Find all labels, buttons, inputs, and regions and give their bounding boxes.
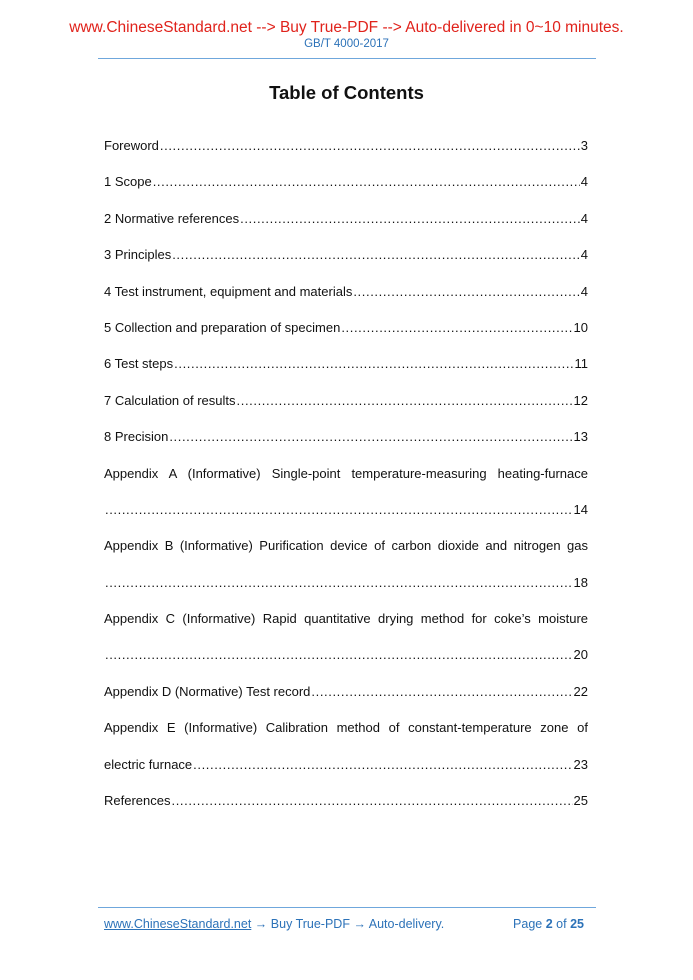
toc-entry-appendix-b-continuation[interactable] [104, 571, 588, 607]
page-word: Page [513, 917, 543, 931]
header-rule [98, 58, 596, 59]
toc-entry-label: 6 Test steps [104, 356, 174, 372]
toc-entry-principles[interactable] [104, 243, 588, 279]
dot-leader [240, 207, 580, 231]
toc-entry-label: 4 Test instrument, equipment and materials [104, 283, 353, 299]
toc-entry-label: Appendix D (Normative) Test record [104, 683, 311, 699]
toc-entry-appendix-a-continuation[interactable] [104, 498, 588, 534]
dot-leader [311, 680, 572, 704]
toc-entry-appendix-c[interactable]: Appendix C (Informative) Rapid quantitative drying method for coke’s moisture [104, 611, 588, 627]
toc-entry-label: References [104, 793, 171, 809]
of-word: of [556, 917, 567, 931]
dot-leader [172, 243, 580, 267]
toc-entry-page: 11 [574, 356, 588, 372]
toc-entry-appendix-e-continuation[interactable] [104, 753, 588, 789]
toc-entry-references[interactable] [104, 789, 588, 825]
toc-entry-page: 12 [573, 392, 588, 408]
footer-rule [98, 907, 596, 908]
toc-entry-test-steps[interactable] [104, 352, 588, 388]
toc-entry-calculation[interactable] [104, 389, 588, 425]
dot-leader [341, 316, 572, 340]
toc-entry-label: 8 Precision [104, 429, 169, 445]
toc-entry-label: 1 Scope [104, 174, 152, 190]
toc-entry-label: electric furnace [104, 756, 193, 772]
table-of-contents [104, 134, 588, 825]
toc-entry-appendix-d[interactable] [104, 680, 588, 716]
dot-leader [105, 498, 573, 522]
toc-entry-appendix-b[interactable]: Appendix B (Informative) Purification device of carbon dioxide and nitrogen gas [104, 538, 588, 554]
dot-leader [237, 389, 573, 413]
dot-leader [105, 643, 573, 667]
dot-leader [153, 170, 580, 194]
toc-entry-appendix-c-continuation[interactable] [104, 643, 588, 679]
page-title: Table of Contents [269, 82, 424, 103]
footer-purchase-links [104, 916, 444, 932]
purchase-banner[interactable]: www.ChineseStandard.net --> Buy True-PDF --> Auto-delivered in 0~10 minutes. [69, 19, 624, 36]
toc-entry-page: 25 [573, 793, 588, 809]
footer-site-link[interactable]: www.ChineseStandard.net [104, 917, 252, 931]
toc-entry-page: 3 [580, 138, 588, 153]
toc-entry-scope[interactable] [104, 170, 588, 206]
toc-entry-page: 18 [573, 574, 588, 590]
footer-delivery-text: Auto-delivery. [368, 917, 445, 931]
dot-leader [171, 789, 572, 813]
page-current: 2 [545, 917, 553, 931]
dot-leader [174, 352, 573, 376]
toc-entry-label: 7 Calculation of results [104, 392, 236, 408]
dot-leader [193, 753, 572, 777]
toc-entry-page: 4 [580, 283, 588, 299]
dot-leader [105, 571, 573, 595]
toc-entry-normative-references[interactable] [104, 207, 588, 243]
toc-entry-appendix-a[interactable]: Appendix A (Informative) Single-point temperature-measuring heating-furnace [104, 465, 588, 481]
toc-entry-page: 23 [573, 756, 588, 772]
toc-entry-label: 3 Principles [104, 247, 172, 263]
toc-entry-label: Foreword [104, 138, 159, 153]
toc-entry-page: 10 [573, 319, 588, 335]
toc-entry-page: 22 [573, 683, 588, 699]
toc-entry-test-instrument[interactable] [104, 280, 588, 316]
toc-entry-page: 20 [573, 647, 588, 663]
dot-leader [169, 425, 572, 449]
page-total: 25 [570, 917, 584, 931]
toc-entry-page: 4 [580, 210, 588, 226]
page-indicator [513, 916, 584, 932]
arrow-right-icon: → [254, 917, 268, 931]
toc-entry-appendix-e[interactable]: Appendix E (Informative) Calibration method of constant-temperature zone of [104, 720, 588, 736]
arrow-right-icon: → [353, 917, 366, 931]
toc-entry-label: 5 Collection and preparation of specimen [104, 319, 341, 335]
toc-entry-page: 13 [573, 429, 588, 445]
standard-code: GB/T 4000-2017 [304, 38, 389, 50]
toc-entry-precision[interactable] [104, 425, 588, 461]
dot-leader [353, 280, 579, 304]
toc-entry-page: 4 [580, 174, 588, 190]
dot-leader [160, 134, 580, 158]
toc-entry-page: 14 [573, 501, 588, 517]
toc-entry-collection[interactable] [104, 316, 588, 352]
toc-entry-label: 2 Normative references [104, 210, 240, 226]
footer-buy-text: Buy True-PDF [270, 917, 350, 931]
toc-entry-foreword[interactable] [104, 134, 588, 170]
toc-entry-page: 4 [580, 247, 588, 263]
